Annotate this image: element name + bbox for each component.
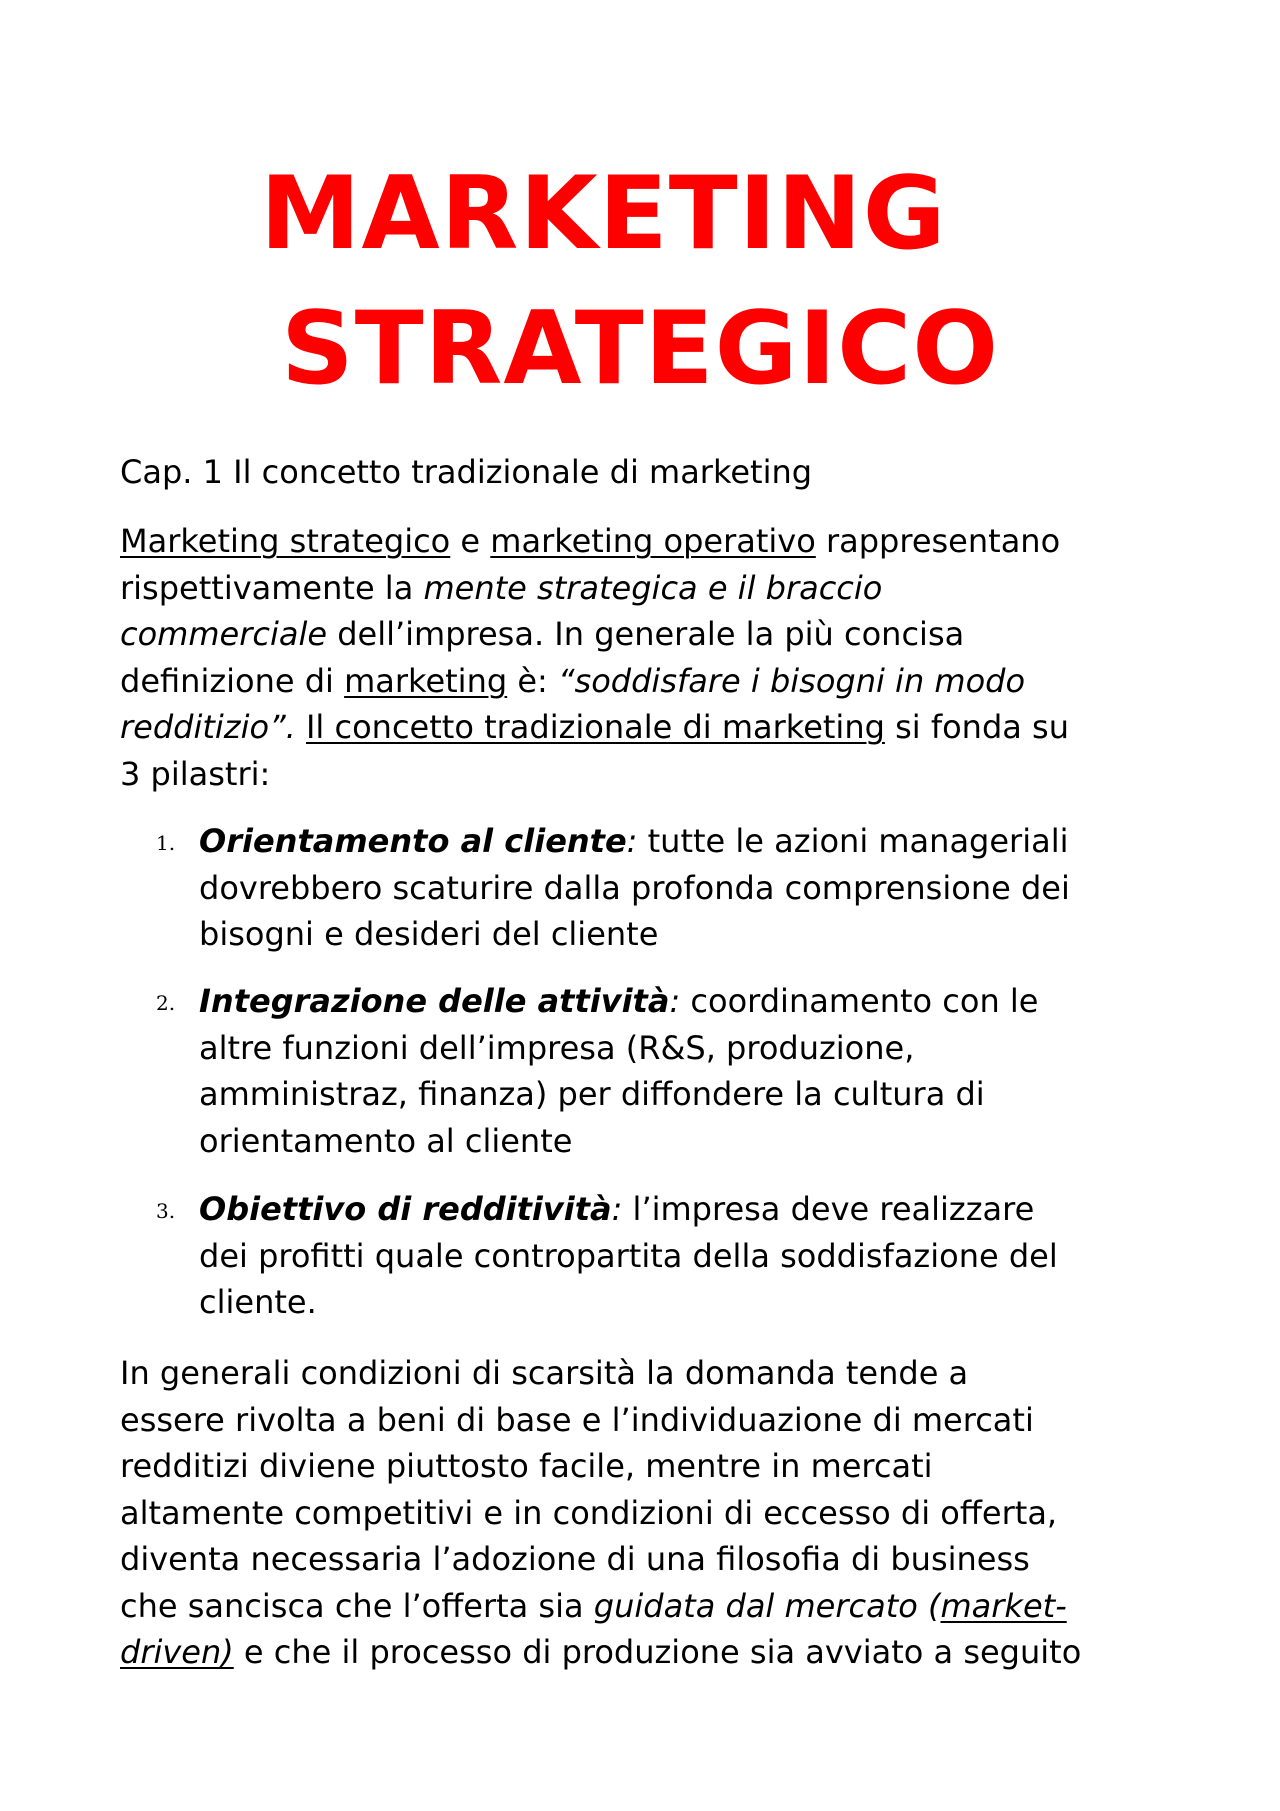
intro-paragraph [120, 518, 1170, 797]
paragraph-line [120, 565, 1170, 612]
text-span: dell’impresa. In generale la più concisa [327, 615, 965, 653]
paragraph-line [199, 1186, 1058, 1233]
text-span: l’impresa deve realizzare [622, 1190, 1035, 1228]
paragraph-line [120, 518, 1170, 565]
paragraph-line: cliente. [199, 1283, 317, 1321]
italic-phrase: commerciale [120, 615, 328, 653]
paragraph-line [120, 704, 1170, 751]
paragraph-line: altre funzioni dell’impresa (R&S, produzione, [199, 1028, 915, 1067]
text-span: tutte le azioni manageriali [637, 822, 1069, 860]
underlined-term: marketing [344, 661, 508, 700]
list-term: Orientamento al cliente [199, 822, 627, 860]
underlined-term: Marketing strategico [120, 522, 451, 560]
paragraph-line: amministraz, finanza) per diffondere la cultura di [199, 1075, 985, 1113]
underlined-term: driven) [120, 1633, 234, 1671]
text-span: : [611, 1190, 623, 1228]
list-item-body [199, 1186, 1058, 1326]
text-span [296, 708, 306, 746]
text-span: : [626, 822, 638, 860]
list-term: Integrazione delle attività [199, 982, 670, 1020]
text-span: è: [507, 661, 558, 700]
paragraph-line: orientamento al cliente [199, 1121, 573, 1160]
text-span: e che il processo di produzione sia avviato a seguito [233, 1633, 1082, 1671]
document-title-line-1: MARKETING [260, 154, 947, 272]
list-item-body [199, 818, 1070, 958]
underlined-term: marketing operativo [490, 522, 816, 560]
text-span: rispettivamente la [120, 568, 424, 607]
underlined-term: market- [940, 1586, 1067, 1625]
body-paragraph [120, 1350, 1170, 1676]
text-span: che sancisca che l’offerta sia [120, 1586, 594, 1625]
chapter-heading: Cap. 1 Il concetto tradizionale di marketing [120, 453, 813, 491]
paragraph-line [199, 818, 1070, 865]
paragraph-line [120, 611, 1170, 658]
italic-phrase: guidata dal mercato ( [593, 1586, 941, 1625]
text-span: : [669, 982, 681, 1020]
list-term: Obiettivo di redditività [199, 1190, 612, 1228]
underlined-term: Il concetto tradizionale di marketing [305, 708, 885, 746]
paragraph-line: altamente competitivi e in condizioni di eccesso di offerta, [120, 1493, 1058, 1532]
list-number: 1. [156, 831, 176, 855]
paragraph-line: redditizi diviene piuttosto facile, mentre in mercati [120, 1447, 933, 1485]
italic-phrase: mente strategica e il braccio [423, 568, 883, 607]
paragraph-line: bisogni e desideri del cliente [199, 915, 659, 953]
paragraph-line: dovrebbero scaturire dalla profonda comprensione dei [199, 868, 1070, 907]
paragraph-line: dei profitti quale contropartita della soddisfazione del [199, 1236, 1058, 1275]
list-number: 2. [156, 991, 176, 1015]
paragraph-line: 3 pilastri: [120, 754, 271, 793]
text-span: si fonda su [884, 708, 1069, 746]
text-span: definizione di [120, 661, 345, 700]
paragraph-line [120, 1629, 1170, 1676]
list-item-body [199, 978, 1038, 1164]
document-title-line-2: STRATEGICO [281, 289, 1000, 407]
paragraph-line [120, 658, 1170, 705]
text-span: rappresentano [815, 522, 1061, 560]
text-span: e [450, 522, 491, 560]
paragraph-line: diventa necessaria l’adozione di una filosofia di business [120, 1540, 1030, 1578]
italic-quote: “soddisfare i bisogni in modo [557, 661, 1026, 700]
paragraph-line: In generali condizioni di scarsità la domanda tende a [120, 1354, 969, 1392]
paragraph-line [199, 978, 1038, 1025]
text-span: coordinamento con le [680, 982, 1039, 1020]
paragraph-line [120, 1583, 1170, 1630]
list-number: 3. [156, 1199, 176, 1223]
paragraph-line: essere rivolta a beni di base e l’individuazione di mercati [120, 1400, 1034, 1439]
italic-quote: redditizio”. [120, 708, 296, 746]
